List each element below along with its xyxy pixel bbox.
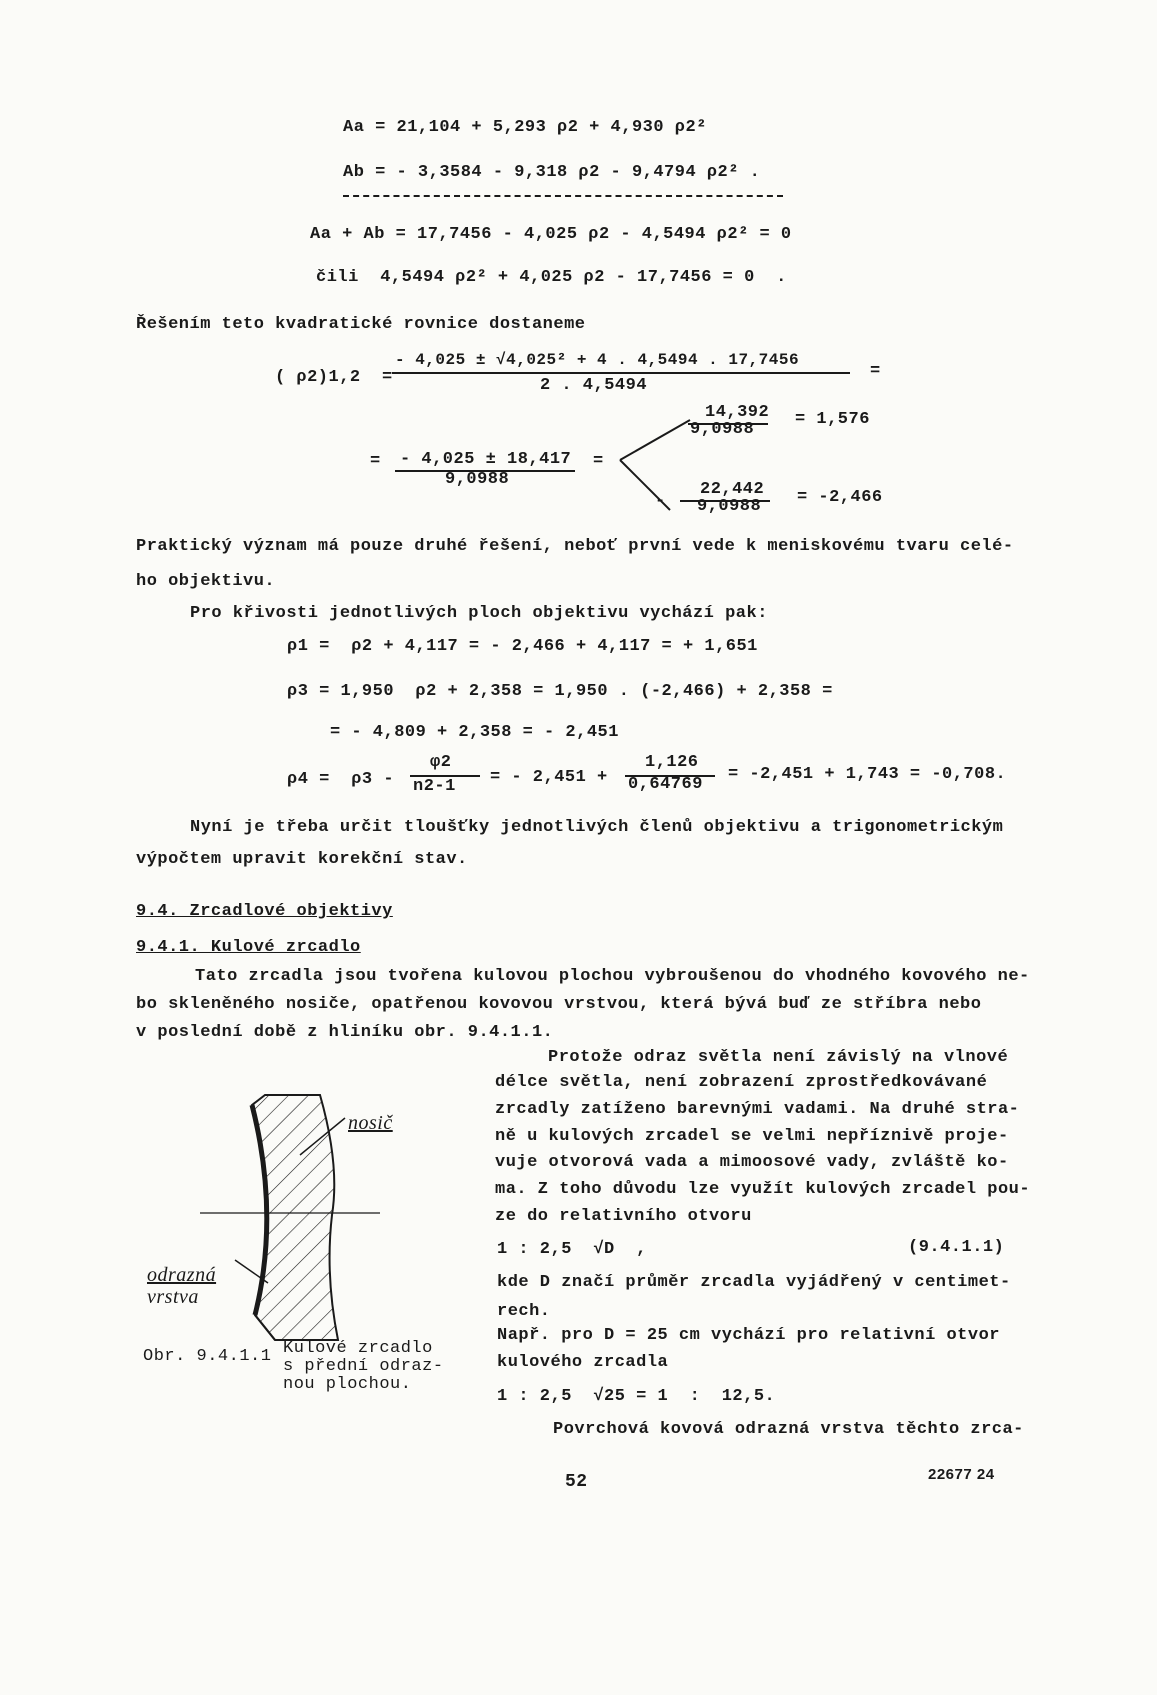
label-nosic: nosič [348,1112,393,1134]
formula-941: 1 : 2,5 √D , [497,1240,647,1259]
formula-example: 1 : 2,5 √25 = 1 : 12,5. [497,1387,776,1406]
mirror-figure [140,1085,470,1350]
quadratic-lhs: ( ρ2)1,2 = [275,368,393,387]
where-line: kde D značí průměr zrcadla vyjádřený v centimet- [497,1273,1011,1292]
upper-result: = 1,576 [795,410,870,429]
caption-number: Obr. 9.4.1.1 [143,1347,272,1366]
mid-numerator: - 4,025 ± 18,417 [400,450,572,469]
lower-num: 22,442 [700,480,765,499]
caption-line: Kulové zrcadlo [283,1339,433,1358]
where-line: Např. pro D = 25 cm vychází pro relativní otvor [497,1326,1000,1345]
intro-line: bo skleněného nosiče, opatřenou kovovou vrstvou, která bývá buď ze stříbra nebo [136,995,982,1014]
thickness-line2: výpočtem upravit korekční stav. [136,850,468,869]
caption-line: nou plochou. [283,1375,412,1394]
lower-result: = -2,466 [797,488,883,507]
mid-eq: = [370,452,381,471]
mid-denominator: 9,0988 [445,470,510,489]
curvature-r3b: = - 4,809 + 2,358 = - 2,451 [330,723,619,742]
separator-line [343,195,783,197]
label-vrstva: vrstva [147,1286,199,1308]
curvatures-intro: Pro křivosti jednotlivých ploch objektivu vychází pak: [190,604,768,623]
curvature-r4-mid: = - 2,451 + [490,768,608,787]
lower-den: 9,0988 [697,497,762,516]
right-col-line: ně u kulových zrcadel se velmi nepříznivě proje- [495,1127,1009,1146]
equation-aa: Aa = 21,104 + 5,293 ρ2 + 4,930 ρ2² [343,118,707,137]
document-code: 22677 24 [928,1466,995,1483]
upper-den: 9,0988 [690,420,755,439]
fraction-bar [392,372,850,374]
upper-num: 14,392 [705,403,770,422]
section-heading-94: 9.4. Zrcadlové objektivy [136,902,393,921]
right-col-line: vuje otvorová vada a mimoosové vady, zvláště ko- [495,1153,1009,1172]
curvature-r4-rhs: = -2,451 + 1,743 = -0,708. [728,765,1007,784]
page-number: 52 [565,1472,588,1492]
quadratic-numerator: - 4,025 ± √4,025² + 4 . 4,5494 . 17,7456 [395,351,800,369]
mid-trail: = [593,452,604,471]
right-col-line: Protože odraz světla není závislý na vlnové [548,1048,1009,1067]
quadratic-eq-right: = [870,362,881,381]
equation-cili: čili 4,5494 ρ2² + 4,025 ρ2 - 17,7456 = 0 . [316,268,787,287]
quadratic-denominator: 2 . 4,5494 [540,376,648,395]
curvature-r1: ρ1 = ρ2 + 4,117 = - 2,466 + 4,117 = + 1,651 [287,637,758,656]
section-heading-941: 9.4.1. Kulové zrcadlo [136,938,361,957]
curvature-r3a: ρ3 = 1,950 ρ2 + 2,358 = 1,950 . (-2,466) + 2,358 = [287,682,833,701]
r4-frac-num: φ2 [430,753,452,772]
caption-line: s přední odraz- [283,1357,444,1376]
equation-ab: Ab = - 3,3584 - 9,318 ρ2 - 9,4794 ρ2² . [343,163,761,182]
right-col-line: ze do relativního otvoru [495,1207,752,1226]
intro-line: Tato zrcadla jsou tvořena kulovou plochou vybroušenou do vhodného kovového ne- [195,967,1030,986]
r4-frac2-den: 0,64769 [628,775,703,794]
intro-line: v poslední době z hliníku obr. 9.4.1.1. [136,1023,554,1042]
r4-frac-den: n2-1 [413,777,456,796]
lower-sign: - [655,492,666,511]
last-line: Povrchová kovová odrazná vrstva těchto zrca- [553,1420,1024,1439]
r4-frac2-num: 1,126 [645,753,699,772]
practical-line1: Praktický význam má pouze druhé řešení, neboť první vede k meniskovému tvaru celé- [136,537,1014,556]
right-col-line: délce světla, není zobrazení zprostředkovávané [495,1073,988,1092]
practical-line2: ho objektivu. [136,572,276,591]
equation-sum: Aa + Ab = 17,7456 - 4,025 ρ2 - 4,5494 ρ2² = 0 [310,225,792,244]
thickness-line1: Nyní je třeba určit tloušťky jednotlivých členů objektivu a trigonometrickým [190,818,1004,837]
right-col-line: ma. Z toho důvodu lze využít kulových zrcadel pou- [495,1180,1031,1199]
curvature-r4-lhs: ρ4 = ρ3 - [287,770,395,789]
where-line: rech. [497,1302,551,1321]
solve-intro: Řešením teto kvadratické rovnice dostaneme [136,315,586,334]
formula-941-label: (9.4.1.1) [908,1238,1005,1257]
label-odrazna: odrazná [147,1264,217,1286]
where-line: kulového zrcadla [497,1353,669,1372]
right-col-line: zrcadly zatíženo barevnými vadami. Na druhé stra- [495,1100,1020,1119]
